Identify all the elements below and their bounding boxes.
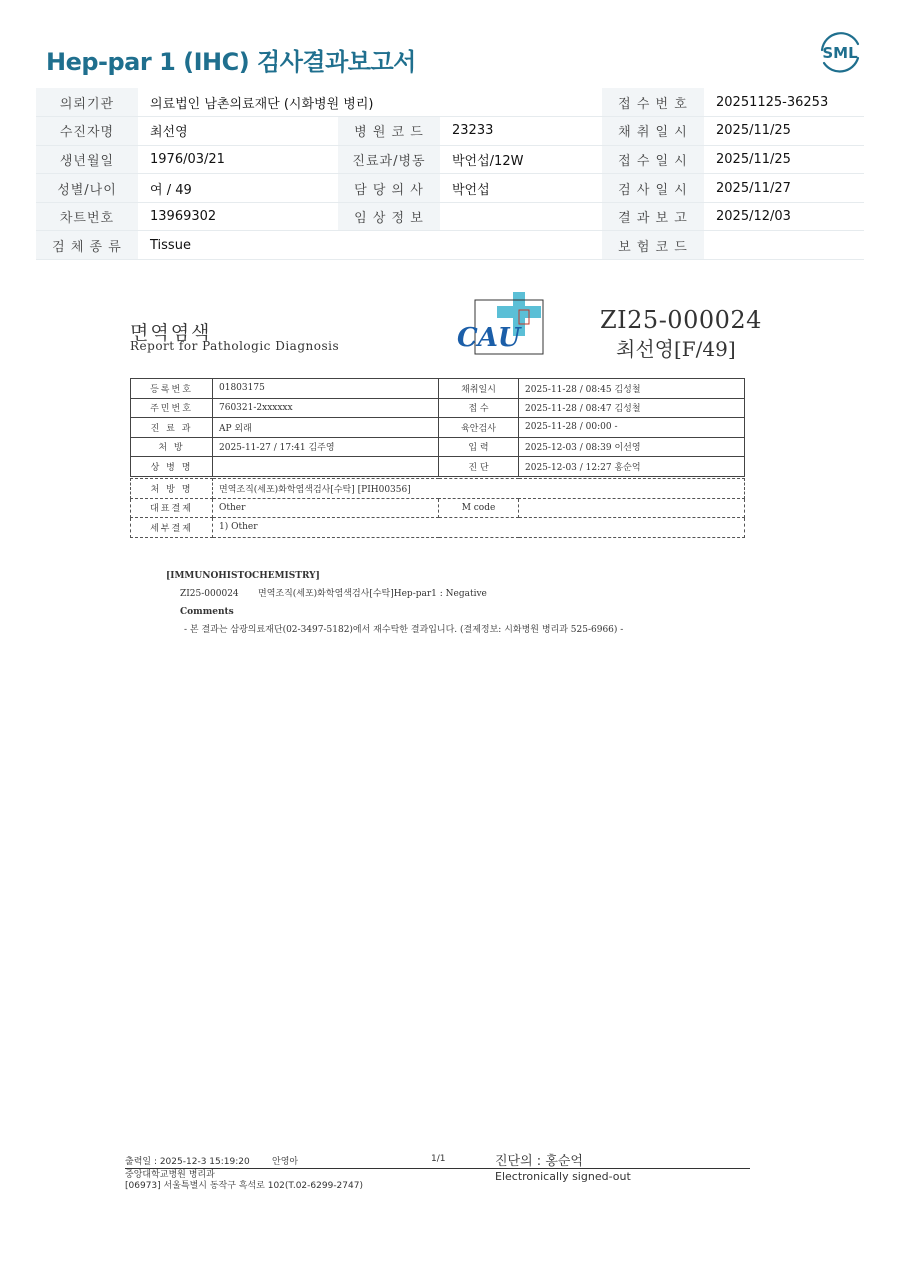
ihc-result-text: 면역조직(세포)화학염색검사[수탁]Hep-par1 : Negative — [258, 589, 487, 599]
sml-logo-icon — [816, 30, 864, 76]
institution-label: 의뢰기관 — [36, 88, 138, 117]
clinical-info-value — [440, 202, 602, 231]
receipt-date-value: 2025/11/25 — [704, 145, 864, 174]
reg-label: 채취일시 — [439, 379, 519, 399]
rep-dx-value: Other — [213, 498, 439, 518]
footer-institution — [125, 1170, 363, 1192]
scan-report-title: 면역염색 — [130, 322, 212, 344]
scanned-pathology-report — [0, 280, 900, 660]
table-row — [131, 398, 745, 418]
ihc-section-heading: [IMMUNOHISTOCHEMISTRY] — [166, 571, 320, 581]
patient-name-value: 최선영 — [138, 117, 338, 146]
receipt-no-value: 20251125-36253 — [704, 88, 864, 117]
info-row — [36, 88, 864, 117]
dept-ward-value: 박언섭/12W — [440, 145, 602, 174]
table-row — [131, 518, 745, 538]
specimen-type-label: 검 체 종 류 — [36, 231, 138, 260]
info-row — [36, 145, 864, 174]
chart-no-label: 차트번호 — [36, 202, 138, 231]
table-row — [131, 437, 745, 457]
exam-date-value: 2025/11/27 — [704, 174, 864, 203]
reg-value: 2025-11-27 / 17:41 김주영 — [213, 437, 439, 457]
physician-value: 박언섭 — [440, 174, 602, 203]
insurance-code-value — [704, 231, 864, 260]
table-row — [131, 457, 745, 477]
patient-name-label: 수진자명 — [36, 117, 138, 146]
reg-label: 접 수 — [439, 398, 519, 418]
result-report-label: 결 과 보 고 — [602, 202, 704, 231]
insurance-code-label: 보 험 코 드 — [602, 231, 704, 260]
diagnosed-by: 진단의 : 홍순억 — [495, 1154, 583, 1169]
reg-label: 입 력 — [439, 437, 519, 457]
collect-date-value: 2025/11/25 — [704, 117, 864, 146]
hospital-code-value: 23233 — [440, 117, 602, 146]
order-value: 면역조직(세포)화학염색검사[수탁] [PIH00356] — [213, 479, 745, 499]
dept-ward-label: 진료과/병동 — [338, 145, 440, 174]
reg-label: 진 단 — [439, 457, 519, 477]
cau-logo-icon — [455, 292, 555, 358]
reg-value: 01803175 — [213, 379, 439, 399]
info-row — [36, 202, 864, 231]
info-row — [36, 174, 864, 203]
table-row — [131, 379, 745, 399]
reg-value: 2025-11-28 / 08:47 김성철 — [519, 398, 745, 418]
reg-value: 2025-11-28 / 00:00 - — [519, 418, 745, 438]
comments-heading: Comments — [180, 607, 234, 617]
sex-age-label: 성별/나이 — [36, 174, 138, 203]
receipt-no-label: 접 수 번 호 — [602, 88, 704, 117]
info-row — [36, 117, 864, 146]
patient-info-table — [36, 88, 864, 260]
reg-label: 등록번호 — [131, 379, 213, 399]
reg-label: 육안검사 — [439, 418, 519, 438]
info-row — [36, 231, 864, 260]
exam-date-label: 검 사 일 시 — [602, 174, 704, 203]
cau-logo-text: CAU — [457, 323, 521, 353]
signed-out-note: Electronically signed-out — [495, 1170, 631, 1183]
patient-tag: 최선영[F/49] — [616, 337, 736, 361]
chart-no-value: 13969302 — [138, 202, 338, 231]
sub-dx-value: 1) Other — [213, 518, 745, 538]
reg-value — [213, 457, 439, 477]
birth-date-value: 1976/03/21 — [138, 145, 338, 174]
table-row — [131, 498, 745, 518]
result-report-value: 2025/12/03 — [704, 202, 864, 231]
hospital-code-label: 병 원 코 드 — [338, 117, 440, 146]
report-footer — [125, 1150, 750, 1200]
ihc-result-line — [166, 585, 623, 603]
mcode-label: M code — [439, 498, 519, 518]
reg-label: 주민번호 — [131, 398, 213, 418]
specimen-type-value: Tissue — [138, 231, 338, 260]
reg-value: 2025-11-28 / 08:45 김성철 — [519, 379, 745, 399]
institution-line: 중앙대학교병원 병리과 — [125, 1170, 215, 1180]
page-number: 1/1 — [431, 1154, 446, 1164]
page-title: Hep-par 1 (IHC) 검사결과보고서 — [46, 48, 416, 76]
report-number: ZI25-000024 — [600, 306, 762, 334]
print-date: 출력일 : 2025-12-3 15:19:20 — [125, 1157, 250, 1167]
order-table — [130, 478, 745, 538]
reg-value: 2025-12-03 / 08:39 이선영 — [519, 437, 745, 457]
address-line: [06973] 서울특별시 동작구 흑석로 102(T.02-6299-2747) — [125, 1181, 363, 1191]
reg-label: 처 방 — [131, 437, 213, 457]
sml-logo-text: SML — [822, 44, 858, 62]
reg-label: 상 병 명 — [131, 457, 213, 477]
collect-date-label: 채 취 일 시 — [602, 117, 704, 146]
mcode-value — [519, 498, 745, 518]
footer-divider — [125, 1168, 750, 1169]
sub-dx-label: 세부결제 — [131, 518, 213, 538]
clinical-info-label: 임 상 정 보 — [338, 202, 440, 231]
ihc-result-code: ZI25-000024 — [180, 589, 239, 599]
order-label: 처 방 명 — [131, 479, 213, 499]
reg-label: 진 료 과 — [131, 418, 213, 438]
rep-dx-label: 대표결제 — [131, 498, 213, 518]
table-row — [131, 418, 745, 438]
physician-label: 담 당 의 사 — [338, 174, 440, 203]
sex-age-value: 여 / 49 — [138, 174, 338, 203]
scan-report-subtitle: Report for Pathologic Diagnosis — [130, 339, 340, 353]
institution-value: 의료법인 남촌의료재단 (시화병원 병리) — [138, 88, 602, 117]
printed-by: 안영아 — [272, 1157, 299, 1167]
comment-text: - 본 결과는 삼광의료재단(02-3497-5182)에서 재수탁한 결과입니다. (결제정보: 시화병원 병리과 525-6966) - — [184, 625, 624, 635]
ihc-result-section — [166, 567, 623, 639]
reg-value: 760321-2xxxxxx — [213, 398, 439, 418]
birth-date-label: 생년월일 — [36, 145, 138, 174]
registration-table — [130, 378, 745, 477]
receipt-date-label: 접 수 일 시 — [602, 145, 704, 174]
info-empty-cell — [338, 231, 602, 260]
table-row — [131, 479, 745, 499]
reg-value: AP 외래 — [213, 418, 439, 438]
reg-value: 2025-12-03 / 12:27 홍순억 — [519, 457, 745, 477]
